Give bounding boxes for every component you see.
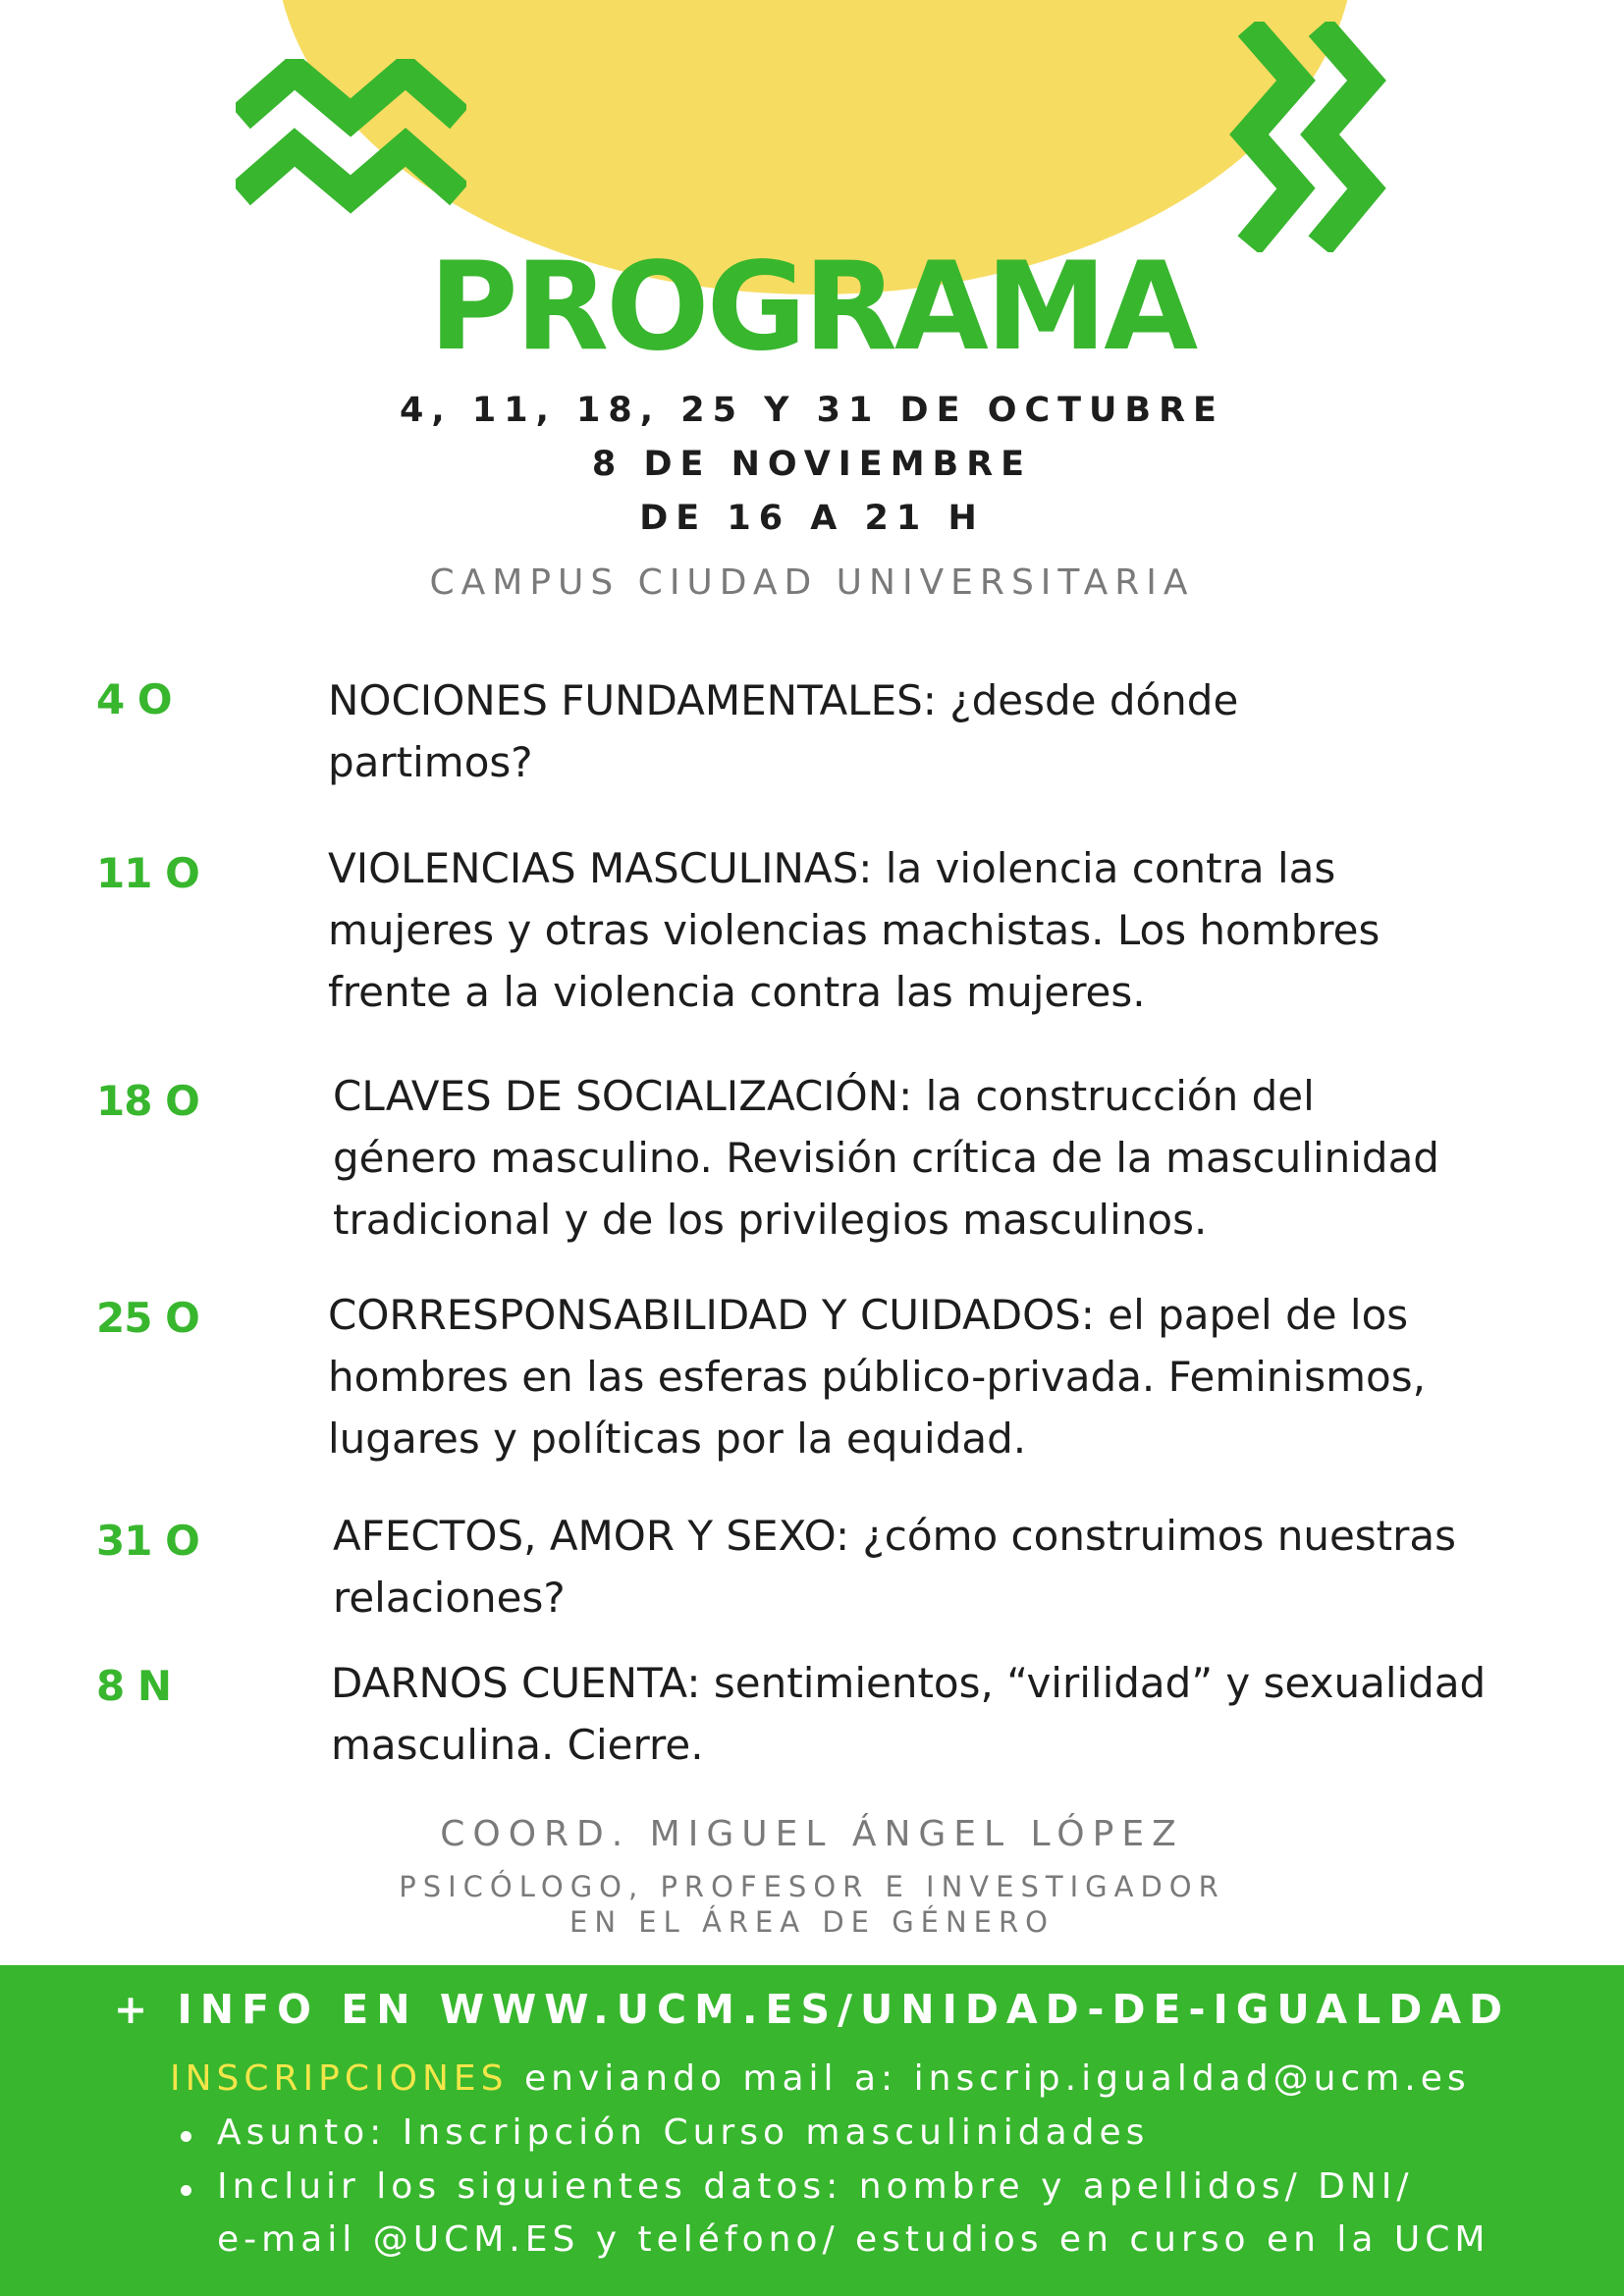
coordinator-role-line-2: EN EL ÁREA DE GÉNERO (569, 1905, 1055, 1939)
session-day: 8 N (96, 1662, 171, 1710)
bullet-subject: Asunto: Inscripción Curso masculinidades (217, 2112, 1150, 2153)
bullet-data-line-2: e-mail @UCM.ES y teléfono/ estudios en curso en la UCM (217, 2219, 1490, 2260)
inscripciones-line (170, 2058, 1471, 2099)
coordinator-name: COORD. MIGUEL ÁNGEL LÓPEZ (440, 1814, 1184, 1854)
inscripciones-email[interactable]: enviando mail a: inscrip.igualdad@ucm.es (508, 2058, 1471, 2099)
zigzag-right-icon (1229, 22, 1386, 252)
session-topic: AFECTOS, AMOR Y SEXO: ¿cómo construimos nuestras relaciones? (333, 1512, 1457, 1622)
session-topic: VIOLENCIAS MASCULINAS: la violencia contra las mujeres y otras violencias machistas. Los hombres frente a la violencia contra las mujeres. (328, 844, 1380, 1016)
session-heading: NOCIONES FUNDAMENTALES: (328, 676, 937, 724)
session-heading: CLAVES DE SOCIALIZACIÓN: (333, 1072, 913, 1120)
session-topic: DARNOS CUENTA: sentimientos, “virilidad” y sexualidad masculina. Cierre. (331, 1659, 1487, 1769)
session-topic: NOCIONES FUNDAMENTALES: ¿desde dónde partimos? (328, 676, 1239, 786)
hours: DE 16 A 21 H (639, 499, 985, 538)
session-heading: AFECTOS, AMOR Y SEXO: (333, 1512, 850, 1560)
bullet-icon (181, 2185, 191, 2196)
zigzag-left-icon (236, 59, 466, 216)
coordinator-role-line-1: PSICÓLOGO, PROFESOR E INVESTIGADOR (399, 1870, 1225, 1903)
session-heading: DARNOS CUENTA: (331, 1659, 701, 1707)
session-day: 18 O (96, 1077, 199, 1125)
bullet-icon (181, 2131, 191, 2142)
session-day: 31 O (96, 1517, 199, 1565)
location: CAMPUS CIUDAD UNIVERSITARIA (429, 562, 1195, 603)
session-heading: VIOLENCIAS MASCULINAS: (328, 844, 873, 892)
dates-line-2: 8 DE NOVIEMBRE (591, 445, 1033, 484)
page-title: PROGRAMA (428, 237, 1196, 378)
dates-line-1: 4, 11, 18, 25 Y 31 DE OCTUBRE (400, 391, 1224, 430)
session-heading: CORRESPONSABILIDAD Y CUIDADOS: (328, 1291, 1095, 1339)
session-topic: CORRESPONSABILIDAD Y CUIDADOS: el papel de los hombres en las esferas público-privada. Feminismos, lugares y políticas por la equidad. (328, 1291, 1426, 1463)
inscripciones-label: INSCRIPCIONES (170, 2058, 509, 2099)
session-day: 11 O (96, 849, 199, 897)
info-link[interactable]: + INFO EN WWW.UCM.ES/UNIDAD-DE-IGUALDAD (113, 1986, 1511, 2033)
bullet-data-line-1: Incluir los siguientes datos: nombre y apellidos/ DNI/ (217, 2166, 1414, 2207)
session-day: 4 O (96, 675, 172, 723)
session-topic: CLAVES DE SOCIALIZACIÓN: la construcción del género masculino. Revisión crítica de la masculinidad tradicional y de los privilegios masculinos. (333, 1072, 1439, 1244)
session-day: 25 O (96, 1294, 199, 1342)
